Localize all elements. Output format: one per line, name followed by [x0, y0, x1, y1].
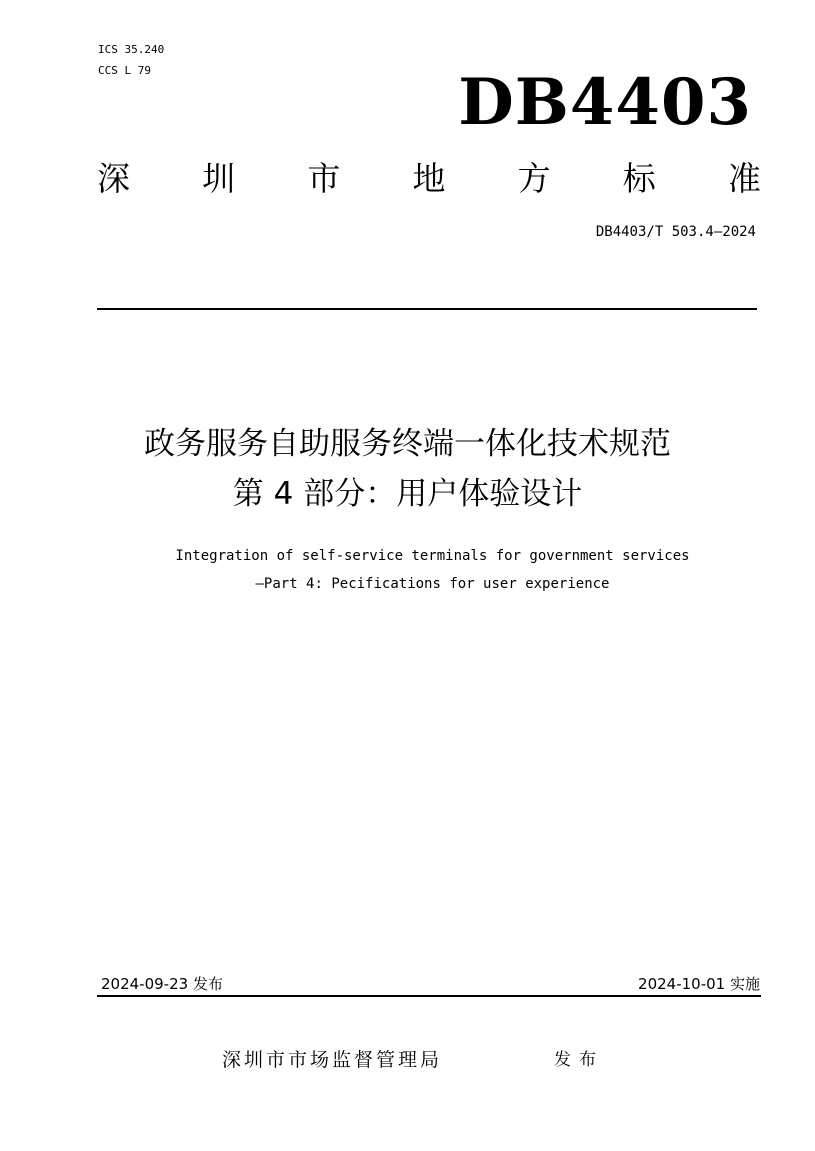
ccs-code: CCS L 79 [98, 64, 151, 77]
standard-type-char: 地 [412, 159, 446, 198]
issue-date: 2024-09-23 发布 [101, 975, 223, 993]
standard-type [97, 158, 761, 200]
db-mark: DB4403 [458, 65, 752, 140]
standard-type-char: 圳 [202, 159, 236, 198]
standard-type-char: 标 [622, 159, 656, 198]
ics-code: ICS 35.240 [98, 43, 165, 56]
title-en-part: —Part 4: Pecifications for user experience [255, 576, 610, 592]
footer-divider [97, 995, 761, 997]
title-cn-part: 第 4 部分：用户体验设计 [232, 476, 583, 512]
implementation-date: 2024-10-01 实施 [638, 975, 760, 993]
standard-type-char: 市 [307, 159, 341, 198]
standard-number: DB4403/T 503.4—2024 [595, 224, 756, 240]
header-divider [97, 308, 757, 310]
standard-type-char: 准 [727, 159, 761, 198]
standard-type-char: 深 [97, 159, 130, 198]
issuer-name: 深圳市市场监督管理局 [222, 1049, 443, 1071]
title-en-main: Integration of self-service terminals for government services [175, 548, 690, 564]
issued-label: 发布 [554, 1050, 604, 1070]
title-cn-main: 政务服务自助服务终端一体化技术规范 [144, 426, 671, 462]
standard-type-char: 方 [517, 159, 551, 198]
